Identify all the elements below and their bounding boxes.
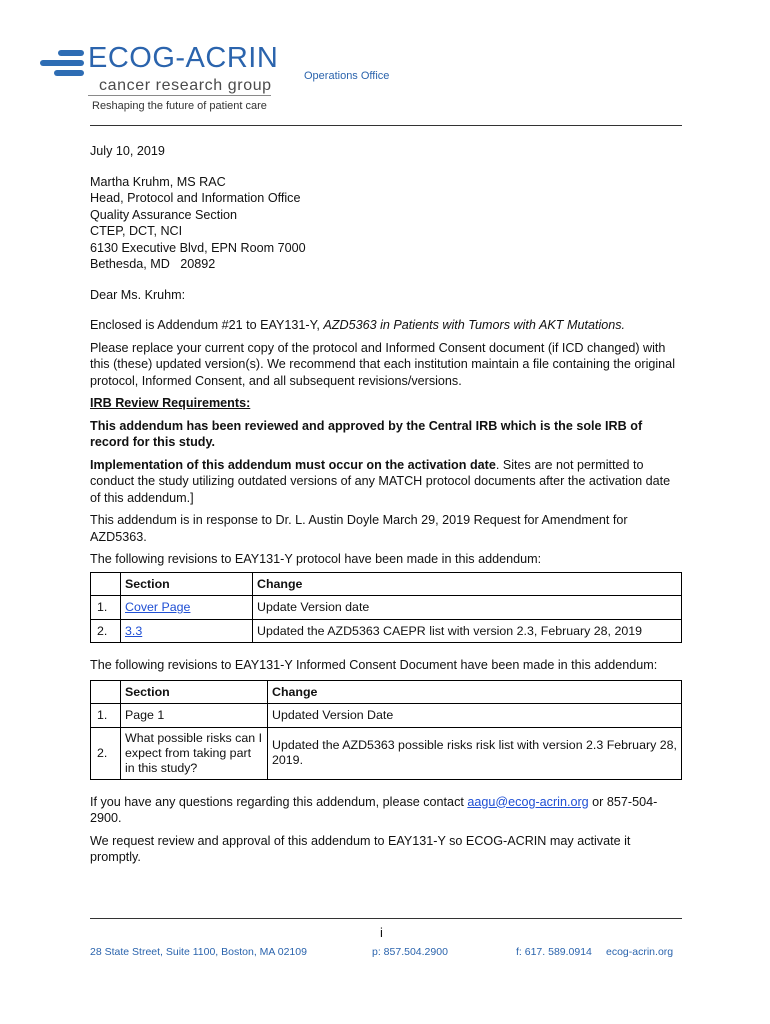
logo-mark [40, 50, 86, 76]
recipient-line: CTEP, DCT, NCI [90, 224, 183, 238]
recipient-block [90, 174, 682, 273]
contact-email-link[interactable]: aagu@ecog-acrin.org [467, 794, 589, 809]
row-section: What possible risks can I expect from taking part in this study? [121, 727, 268, 779]
table-row [91, 596, 682, 620]
implementation-paragraph [90, 457, 682, 507]
header-section: Section [121, 680, 268, 704]
icd-revisions-table [90, 680, 682, 780]
table-row [91, 704, 682, 728]
irb-statement: This addendum has been reviewed and approved by the Central IRB which is the sole IRB of record for this study. [90, 418, 643, 449]
recipient-line: 6130 Executive Blvd, EPN Room 7000 [90, 240, 306, 255]
table-header-row [91, 680, 682, 704]
row-section [121, 619, 253, 643]
closing-paragraph: We request review and approval of this addendum to EAY131-Y so ECOG-ACRIN may activate it promptly. [90, 833, 631, 864]
questions-prefix: If you have any questions regarding this addendum, please contact [90, 794, 468, 809]
logo-org-subtitle: cancer research group [99, 77, 272, 94]
logo-divider [88, 95, 271, 96]
letter-body [90, 143, 682, 866]
row-section: Page 1 [121, 704, 268, 728]
row-change: Updated the AZD5363 CAEPR list with version 2.3, February 28, 2019 [253, 619, 682, 643]
row-change: Update Version date [253, 596, 682, 620]
enclosed-paragraph [90, 317, 682, 334]
letter-date: July 10, 2019 [90, 144, 165, 158]
protocol-revisions-table [90, 572, 682, 644]
icd-intro: The following revisions to EAY131-Y Informed Consent Document have been made in this addendum: [90, 658, 658, 672]
header-section: Section [121, 572, 253, 596]
row-change: Updated the AZD5363 possible risks risk list with version 2.3 February 28, 2019. [268, 727, 682, 779]
table-header-row [91, 572, 682, 596]
questions-paragraph [90, 794, 682, 827]
recipient-line: Head, Protocol and Information Office [90, 191, 301, 205]
footer-phone: p: 857.504.2900 [372, 946, 448, 958]
header-change: Change [253, 572, 682, 596]
header-blank [91, 572, 121, 596]
footer-rule [90, 918, 682, 919]
footer-website[interactable]: ecog-acrin.org [606, 946, 674, 958]
cover-page-link[interactable]: Cover Page [125, 600, 191, 614]
enclosed-prefix: Enclosed is Addendum #21 to EAY131-Y, [90, 318, 324, 332]
questions-suffix: or 857-504-2900. [90, 794, 658, 825]
header-blank [91, 680, 121, 704]
header-change: Change [268, 680, 682, 704]
office-label: Operations Office [304, 70, 390, 82]
row-number: 2. [91, 727, 121, 779]
row-change: Updated Version Date [268, 704, 682, 728]
salutation: Dear Ms. Kruhm: [90, 287, 186, 302]
footer-address: 28 State Street, Suite 1100, Boston, MA 02109 [90, 946, 307, 958]
implementation-bold: Implementation of this addendum must occur on the activation date [90, 457, 496, 472]
table-row [91, 727, 682, 779]
page-number: i [380, 925, 383, 940]
response-paragraph: This addendum is in response to Dr. L. Austin Doyle March 29, 2019 Request for Amendment for AZD5363. [90, 513, 628, 544]
study-title: AZD5363 in Patients with Tumors with AKT Mutations. [323, 318, 626, 332]
row-number: 1. [91, 704, 121, 728]
footer-fax: f: 617. 589.0914 [516, 946, 592, 958]
recipient-line: Martha Kruhm, MS RAC [90, 174, 226, 189]
tagline: Reshaping the future of patient care [92, 100, 267, 112]
table-row [91, 619, 682, 643]
header-rule [90, 125, 682, 126]
replace-paragraph: Please replace your current copy of the protocol and Informed Consent document (if ICD changed) with this (these) updated version(s). We recommend that each institution maintain a file containing the original protocol, Informed Consent, and all subsequent revisions/versions. [90, 340, 675, 388]
row-section [121, 596, 253, 620]
section-3-3-link[interactable]: 3.3 [125, 623, 143, 638]
irb-heading: IRB Review Requirements: [90, 396, 251, 410]
logo-org-name: ECOG-ACRIN [88, 42, 279, 74]
row-number: 1. [91, 596, 121, 620]
row-number: 2. [91, 619, 121, 643]
implementation-rest: . Sites are not permitted to conduct the study utilizing outdated versions of any MATCH protocol documents after the activation date of this addendum.] [90, 457, 671, 505]
recipient-line: Bethesda, MD 20892 [90, 257, 216, 271]
protocol-intro: The following revisions to EAY131-Y protocol have been made in this addendum: [90, 552, 542, 566]
recipient-line: Quality Assurance Section [90, 207, 238, 222]
